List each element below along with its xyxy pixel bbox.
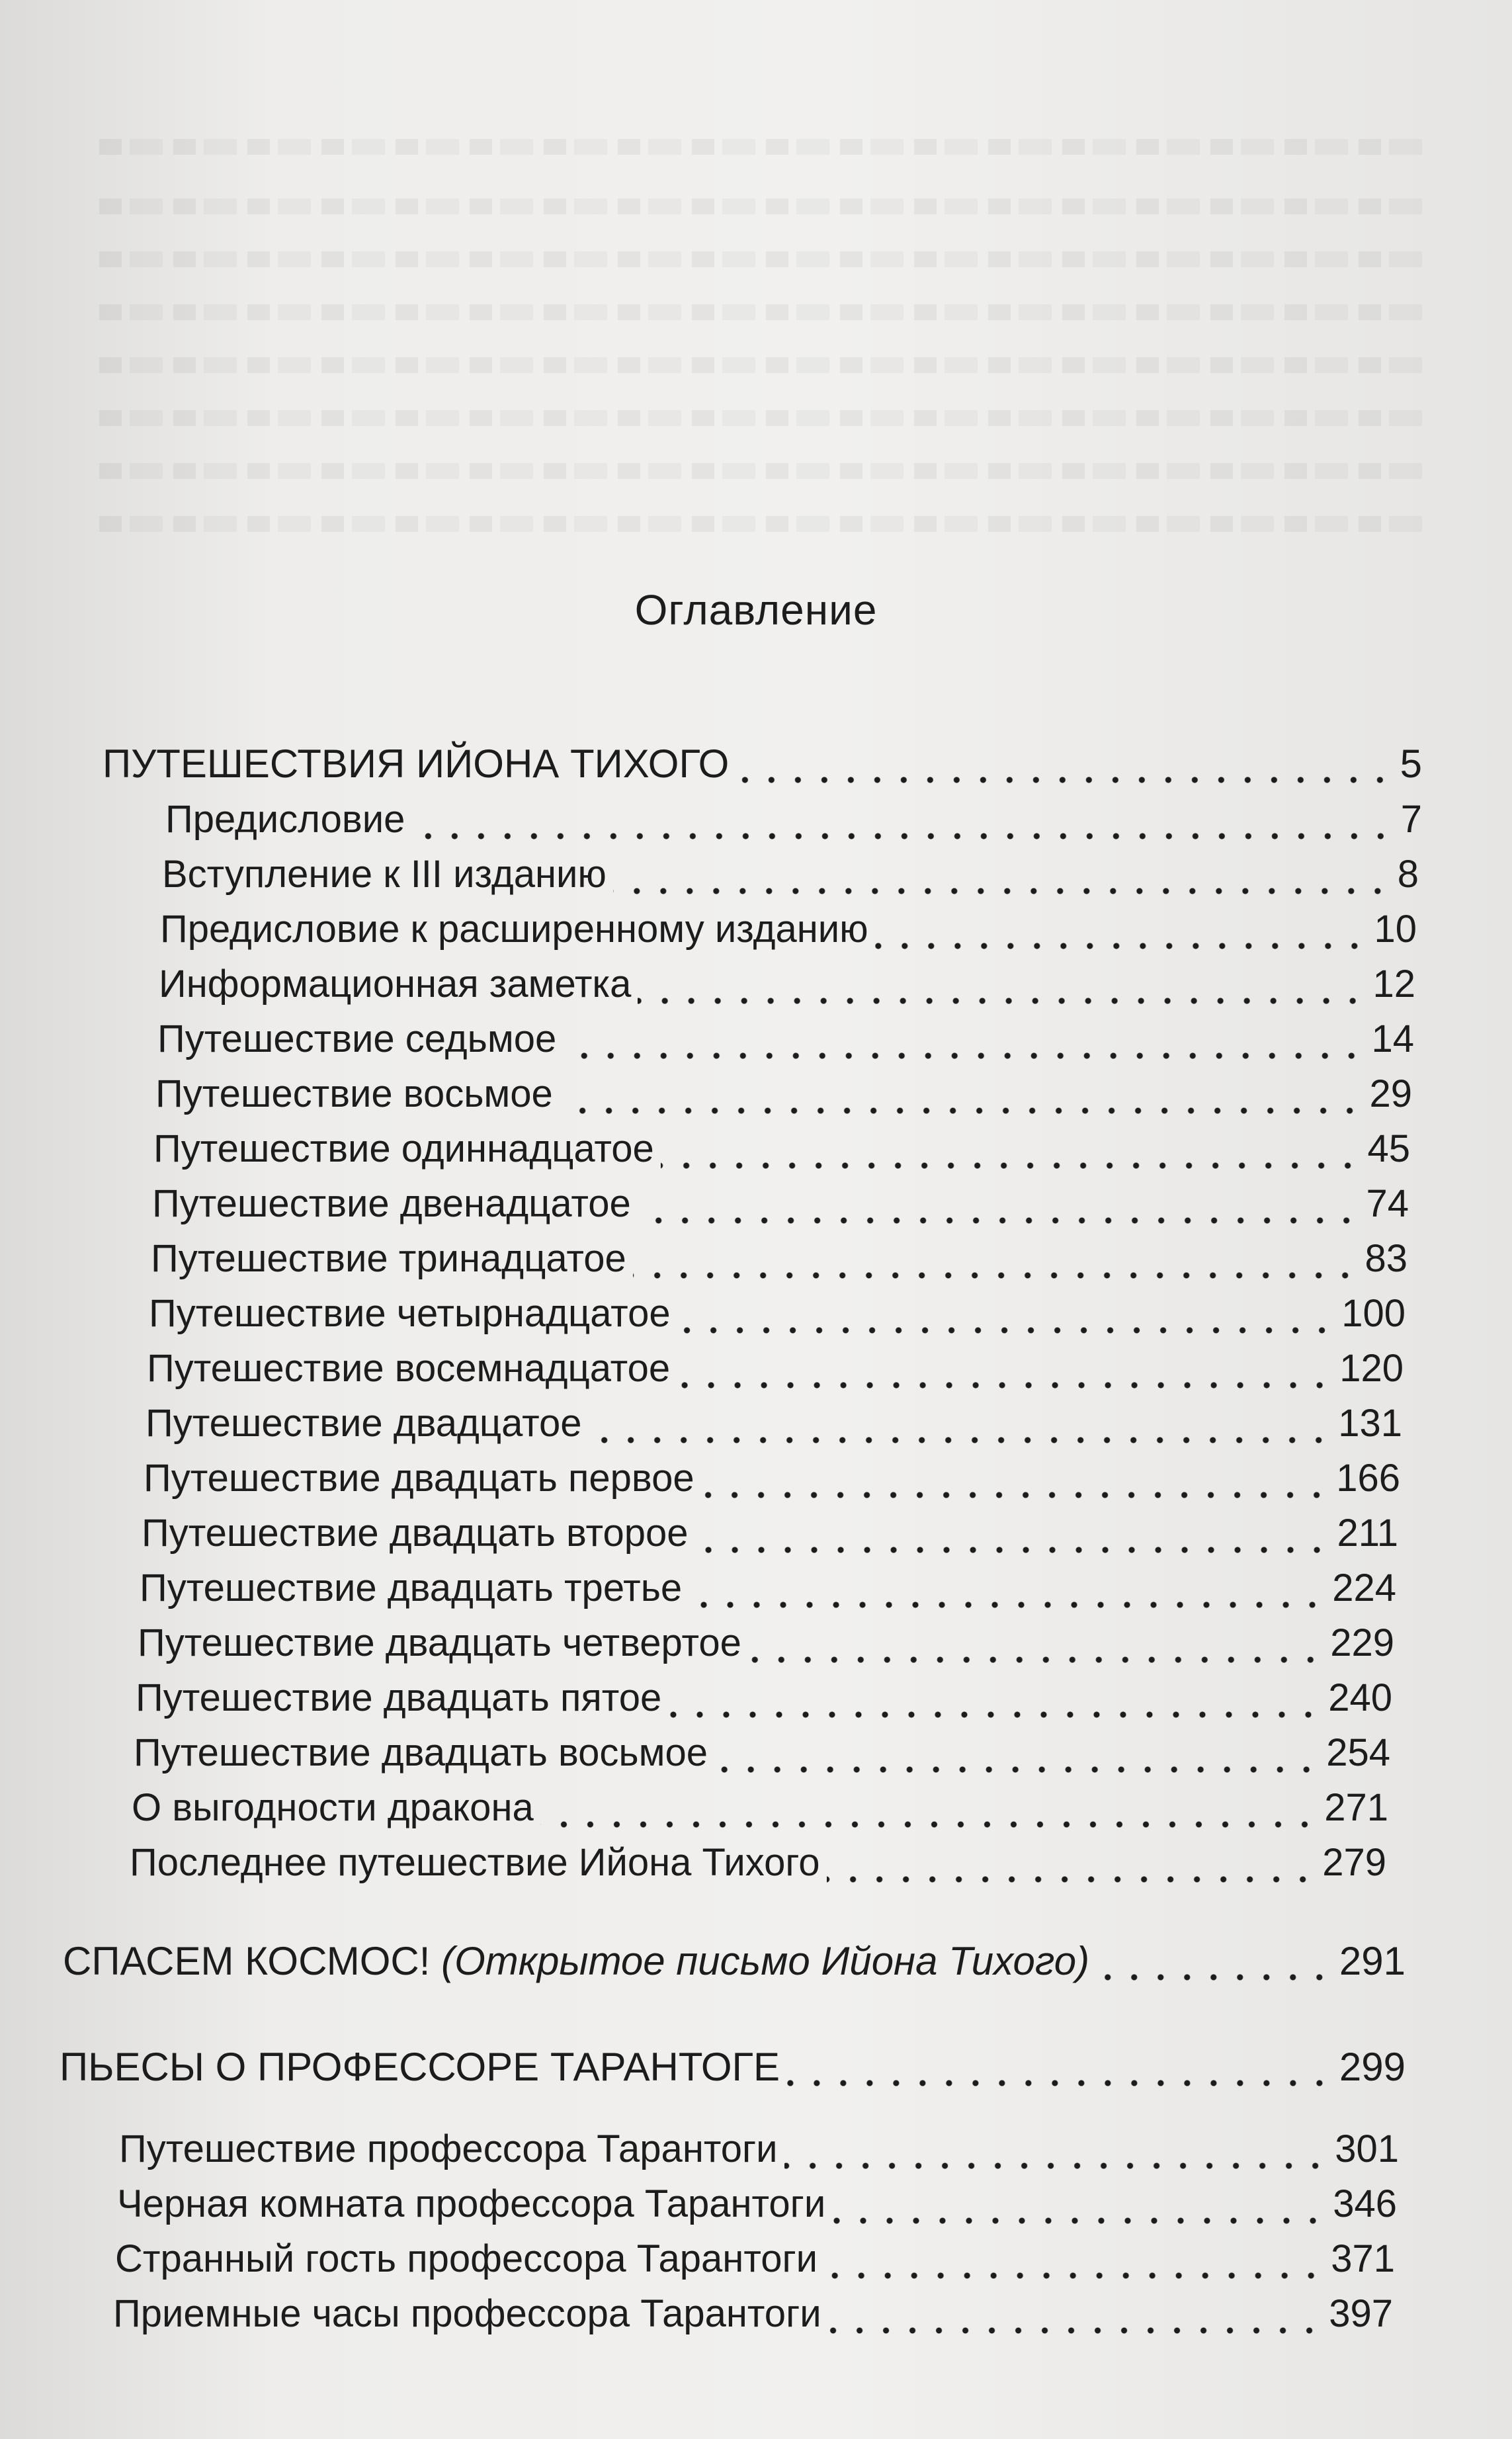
dot-leader xyxy=(411,832,1394,841)
dot-leader xyxy=(1096,1973,1333,1982)
toc-row[interactable] xyxy=(140,1566,1396,1623)
toc-row[interactable] xyxy=(151,1236,1407,1293)
toc-page-number: 166 xyxy=(1336,1457,1400,1500)
toc-page-number: 240 xyxy=(1328,1676,1392,1719)
toc-entry-label: Черная комната профессора Тарантоги xyxy=(117,2182,826,2225)
toc-section-row[interactable] xyxy=(63,1938,1406,1995)
bleed-through-text xyxy=(99,139,1433,155)
toc-section-label: ПУТЕШЕСТВИЯ ИЙОНА ТИХОГО xyxy=(103,742,730,786)
bleed-through-text xyxy=(99,304,1433,320)
dot-leader xyxy=(784,2161,1329,2170)
dot-leader xyxy=(560,1106,1363,1115)
dot-leader xyxy=(589,1435,1332,1445)
toc-page-number: 83 xyxy=(1365,1237,1407,1280)
toc-page-number: 120 xyxy=(1339,1347,1404,1390)
toc-row[interactable] xyxy=(144,1456,1400,1513)
bleed-through-text xyxy=(99,198,1433,214)
dot-leader xyxy=(563,1051,1365,1060)
toc-row[interactable] xyxy=(146,1401,1402,1458)
toc-row[interactable] xyxy=(134,1731,1390,1787)
toc-row[interactable] xyxy=(162,852,1419,909)
toc-entry-label: Странный гость профессора Тарантоги xyxy=(115,2237,818,2280)
toc-entry-label: Путешествие двадцать второе xyxy=(142,1512,689,1555)
toc-row[interactable] xyxy=(149,1291,1406,1348)
toc-section-subtitle: (Открытое письмо Ийона Тихого) xyxy=(441,1939,1090,1983)
dot-leader xyxy=(633,1271,1359,1280)
toc-row[interactable] xyxy=(160,907,1417,964)
toc-row[interactable] xyxy=(142,1511,1398,1568)
toc-page-number: 229 xyxy=(1330,1621,1394,1664)
toc-row[interactable] xyxy=(147,1346,1404,1403)
toc-entry-label: Путешествие двадцать третье xyxy=(140,1566,683,1609)
toc-page-number: 291 xyxy=(1339,1939,1406,1983)
toc-entry-label: О выгодности дракона xyxy=(132,1786,534,1829)
toc-entry-label: Предисловие к расширенному изданию xyxy=(160,908,868,951)
toc-entry-label: Предисловие xyxy=(165,798,405,841)
toc-entry-label: Путешествие двадцать четвертое xyxy=(138,1621,741,1664)
dot-leader xyxy=(668,1710,1322,1719)
bleed-through-text xyxy=(99,357,1433,373)
dot-leader xyxy=(638,996,1366,1006)
toc-entry-label: Путешествие тринадцатое xyxy=(151,1237,626,1280)
toc-entry-label: Путешествие двадцать восьмое xyxy=(134,1731,708,1774)
toc-entry-label: Путешествие двадцать пятое xyxy=(136,1676,662,1719)
bleed-through-text xyxy=(99,410,1433,426)
toc-row[interactable] xyxy=(119,2127,1399,2184)
toc-page-number: 12 xyxy=(1372,963,1415,1006)
toc-page-number: 7 xyxy=(1400,798,1422,841)
dot-leader xyxy=(827,1875,1316,1884)
toc-row[interactable] xyxy=(152,1181,1409,1238)
toc-entry-label: Последнее путешествие Ийона Тихого xyxy=(130,1841,820,1884)
dot-leader xyxy=(701,1490,1330,1500)
toc-entry-label: Путешествие четырнадцатое xyxy=(149,1292,671,1335)
toc-section-row[interactable] xyxy=(103,741,1422,798)
bleed-through-text xyxy=(99,516,1433,532)
toc-row[interactable] xyxy=(155,1072,1412,1129)
toc-row[interactable] xyxy=(115,2237,1395,2293)
toc-page-number: 74 xyxy=(1366,1182,1409,1225)
toc-page-number: 45 xyxy=(1367,1127,1410,1170)
toc-page-number: 271 xyxy=(1324,1786,1388,1829)
bleed-through-text xyxy=(99,251,1433,267)
dot-leader xyxy=(786,2078,1333,2088)
toc-page-number: 299 xyxy=(1339,2045,1406,2089)
toc-entry-label: Путешествие седьмое xyxy=(157,1017,557,1060)
toc-section-title: СПАСЕМ КОСМОС! xyxy=(63,1939,431,1983)
toc-page-number: 397 xyxy=(1329,2292,1393,2335)
toc-entry-label: Путешествие двенадцатое xyxy=(152,1182,631,1225)
toc-page-number: 254 xyxy=(1326,1731,1390,1774)
dot-leader xyxy=(694,1545,1330,1555)
toc-page-number: 224 xyxy=(1332,1566,1396,1609)
toc-section-row[interactable] xyxy=(60,2044,1406,2101)
dot-leader xyxy=(677,1326,1335,1335)
dot-leader xyxy=(714,1765,1320,1774)
dot-leader xyxy=(638,1216,1360,1225)
toc-row[interactable] xyxy=(117,2182,1397,2239)
toc-row[interactable] xyxy=(132,1785,1388,1842)
toc-page-number: 211 xyxy=(1337,1512,1398,1555)
toc-row[interactable] xyxy=(157,1017,1414,1074)
toc-page-number: 346 xyxy=(1333,2182,1397,2225)
dot-leader xyxy=(875,941,1368,951)
toc-page-number: 301 xyxy=(1335,2127,1399,2170)
toc-entry-label: Путешествие восемнадцатое xyxy=(147,1347,671,1390)
toc-entry-label: Путешествие двадцать первое xyxy=(144,1457,694,1500)
toc-entry-label: Путешествие профессора Тарантоги xyxy=(119,2127,778,2170)
toc-entry-label: Путешествие восьмое xyxy=(155,1072,553,1115)
toc-row[interactable] xyxy=(113,2291,1393,2348)
toc-page-number: 100 xyxy=(1341,1292,1406,1335)
toc-row[interactable] xyxy=(153,1127,1410,1183)
toc-row[interactable] xyxy=(136,1676,1392,1733)
toc-section-label xyxy=(63,1938,1089,1984)
toc-entry-label: Информационная заметка xyxy=(159,963,632,1006)
toc-title: Оглавление xyxy=(634,586,878,634)
dot-leader xyxy=(828,2326,1323,2335)
toc-page-number: 10 xyxy=(1374,908,1417,951)
dot-leader xyxy=(832,2216,1326,2225)
dot-leader xyxy=(748,1655,1323,1664)
toc-page-number: 371 xyxy=(1331,2237,1395,2280)
toc-page-number: 8 xyxy=(1397,853,1419,896)
dot-leader xyxy=(677,1381,1333,1390)
dot-leader xyxy=(540,1820,1318,1829)
toc-row[interactable] xyxy=(165,797,1422,854)
toc-entry-label: Путешествие двадцатое xyxy=(146,1402,582,1445)
toc-page-number: 29 xyxy=(1369,1072,1412,1115)
dot-leader xyxy=(689,1600,1325,1609)
toc-section-label: ПЬЕСЫ О ПРОФЕССОРЕ ТАРАНТОГЕ xyxy=(60,2045,780,2089)
toc-row[interactable] xyxy=(138,1621,1394,1678)
toc-page-number: 131 xyxy=(1338,1402,1402,1445)
toc-row[interactable] xyxy=(159,962,1415,1019)
toc-page-number: 5 xyxy=(1400,742,1422,786)
toc-page-number: 14 xyxy=(1371,1017,1414,1060)
toc-entry-label: Вступление к III изданию xyxy=(162,853,607,896)
bleed-through-text xyxy=(99,463,1433,479)
toc-page-number: 279 xyxy=(1322,1841,1386,1884)
dot-leader xyxy=(735,775,1393,785)
toc-entry-label: Приемные часы профессора Тарантоги xyxy=(113,2292,821,2335)
dot-leader xyxy=(613,886,1391,896)
dot-leader xyxy=(824,2271,1324,2280)
toc-entry-label: Путешествие одиннадцатое xyxy=(153,1127,654,1170)
toc-row[interactable] xyxy=(130,1840,1386,1897)
dot-leader xyxy=(661,1161,1361,1170)
